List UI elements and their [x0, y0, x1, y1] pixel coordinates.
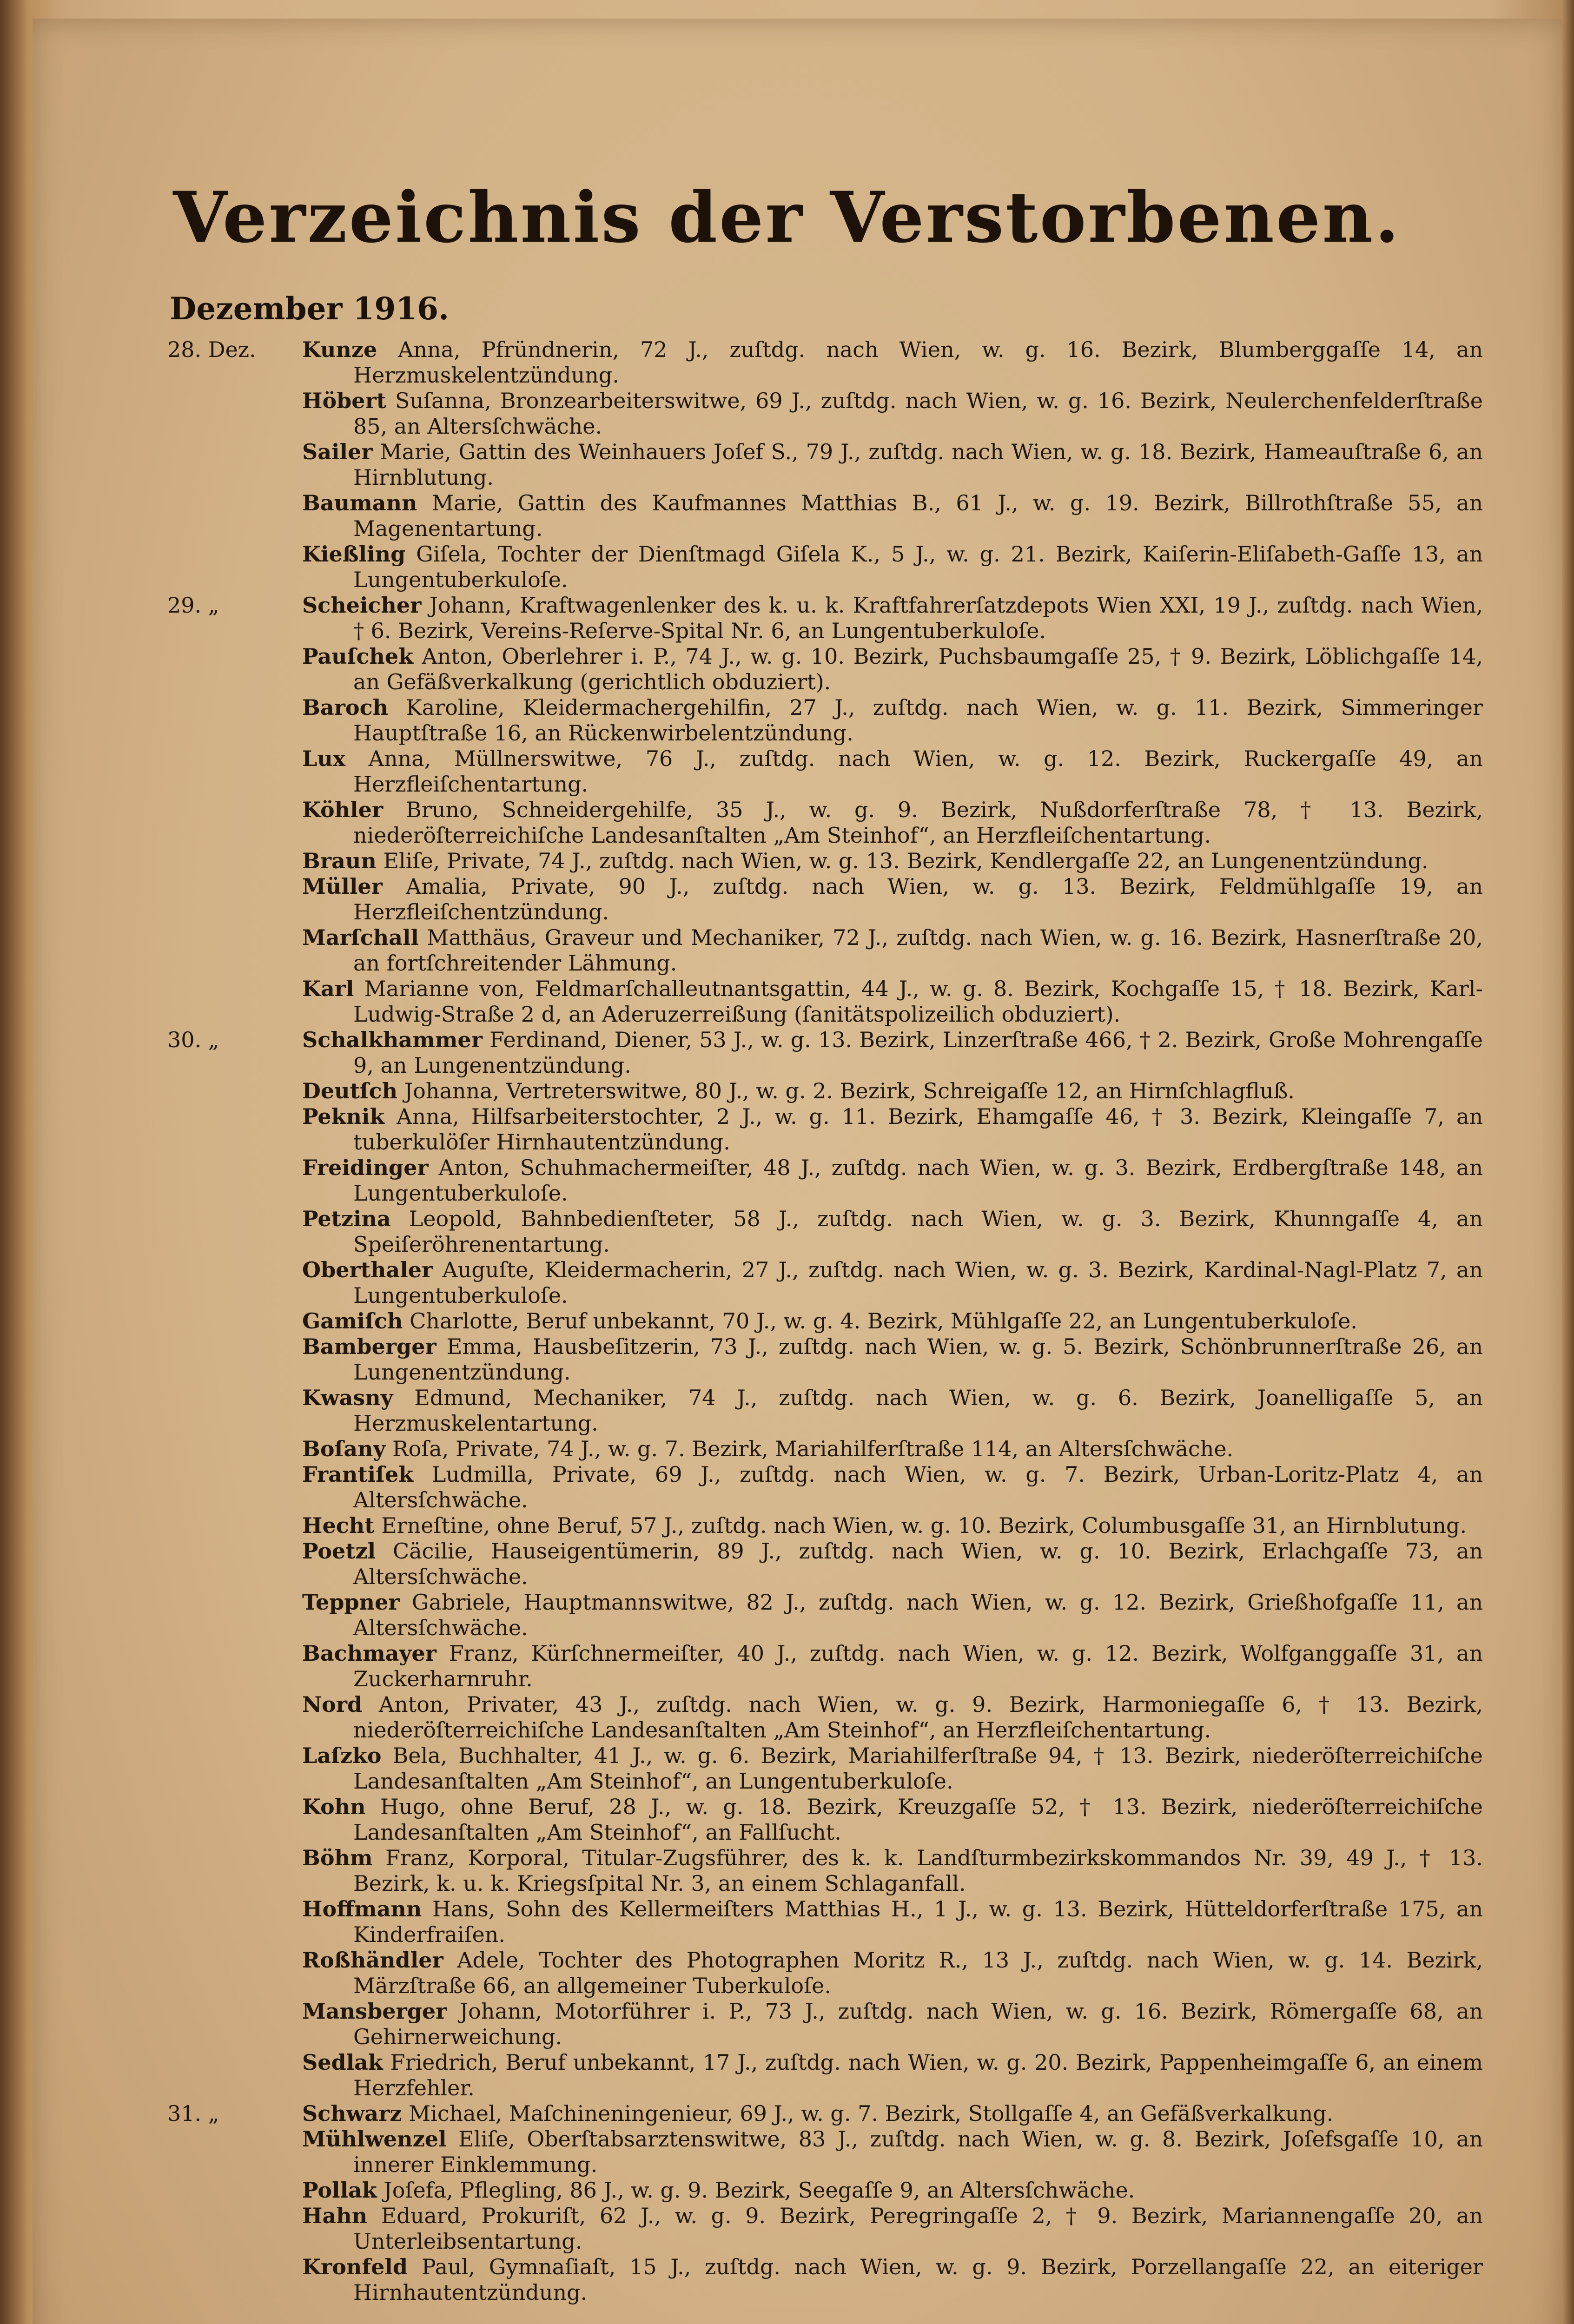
- death-register-list: [0, 337, 1574, 2305]
- entry-details: Johann, Kraftwagenlenker des k. u. k. Kraftfahrerſatzdepots Wien XXI, 19 J., zuſtdg. nach Wien, † 6. Bezirk, Vereins-Reſerve-Spital Nr. 6, an Lungentuberkuloſe.: [353, 593, 1483, 643]
- entry-surname: Hecht: [302, 1513, 375, 1538]
- entry-details: Anton, Oberlehrer i. P., 74 J., w. g. 10. Bezirk, Puchsbaumgaſſe 25, † 9. Bezirk, Löblichgaſſe 14, an Gefäßverkalkung (gerichtlich obduziert).: [353, 644, 1483, 694]
- register-entry: [0, 925, 1574, 976]
- entry-details: Leopold, Bahnbedienſteter, 58 J., zuſtdg. nach Wien, w. g. 3. Bezirk, Khunngaſſe 4, an Speiſeröhrenentartung.: [353, 1206, 1483, 1257]
- register-entry: [0, 1308, 1574, 1334]
- entry-text: [302, 2254, 1483, 2305]
- entry-details: Hans, Sohn des Kellermeiſters Matthias H., 1 J., w. g. 13. Bezirk, Hütteldorferſtraße 175, an Kinderfraiſen.: [353, 1896, 1483, 1947]
- entry-surname: Nord: [302, 1692, 363, 1717]
- entry-text: [302, 925, 1483, 976]
- entry-surname: Schwarz: [302, 2101, 402, 2126]
- entry-details: Erneſtine, ohne Beruf, 57 J., zuſtdg. nach Wien, w. g. 10. Bezirk, Columbusgaſſe 31, an Hirnblutung.: [381, 1513, 1467, 1538]
- register-entry: [0, 1641, 1574, 1692]
- entry-text: [302, 1436, 1483, 1462]
- entry-details: Matthäus, Graveur und Mechaniker, 72 J., zuſtdg. nach Wien, w. g. 16. Bezirk, Hasnerſtraße 20, an fortſchreitender Lähmung.: [353, 925, 1483, 976]
- register-entry: [0, 2050, 1574, 2101]
- entry-surname: Bamberger: [302, 1334, 436, 1359]
- entry-surname: Hahn: [302, 2203, 368, 2228]
- register-entry: [0, 1794, 1574, 1845]
- entry-text: [302, 1948, 1483, 1999]
- page-title: Verzeichnis der Verstorbenen.: [173, 177, 1401, 258]
- entry-surname: Petzina: [302, 1206, 391, 1231]
- entry-details: Edmund, Mechaniker, 74 J., zuſtdg. nach Wien, w. g. 6. Bezirk, Joanelligaſſe 5, an Herzmuskelentartung.: [353, 1385, 1483, 1436]
- entry-text: [302, 1104, 1483, 1155]
- entry-text: [302, 1794, 1483, 1845]
- register-entry: [0, 1334, 1574, 1385]
- entry-details: Franz, Kürſchnermeiſter, 40 J., zuſtdg. nach Wien, w. g. 12. Bezirk, Wolfganggaſſe 31, an Zuckerharnruhr.: [353, 1641, 1483, 1691]
- entry-date: 29. „: [167, 593, 219, 618]
- register-entry: [0, 695, 1574, 746]
- entry-surname: Deutſch: [302, 1078, 398, 1103]
- entry-details: Roſa, Private, 74 J., w. g. 7. Bezirk, Mariahilferſtraße 114, an Altersſchwäche.: [392, 1436, 1234, 1461]
- entry-text: [302, 2101, 1483, 2126]
- entry-text: [302, 1462, 1483, 1513]
- register-entry: [0, 1027, 1574, 1078]
- entry-surname: Pollak: [302, 2178, 377, 2203]
- entry-surname: Oberthaler: [302, 1257, 433, 1282]
- entry-details: Auguſte, Kleidermacherin, 27 J., zuſtdg. nach Wien, w. g. 3. Bezirk, Kardinal-Nagl-Platz 7, an Lungentuberkuloſe.: [353, 1257, 1483, 1308]
- entry-details: Marie, Gattin des Weinhauers Joſef S., 79 J., zuſtdg. nach Wien, w. g. 18. Bezirk, Hameauſtraße 6, an Hirnblutung.: [353, 439, 1483, 490]
- entry-details: Johanna, Vertreterswitwe, 80 J., w. g. 2. Bezirk, Schreigaſſe 12, an Hirnſchlagfluß.: [404, 1078, 1295, 1103]
- register-entry: [0, 1590, 1574, 1641]
- entry-surname: Baroch: [302, 695, 389, 720]
- register-entry: [0, 593, 1574, 644]
- entry-details: Ludmilla, Private, 69 J., zuſtdg. nach Wien, w. g. 7. Bezirk, Urban-Loritz-Platz 4, an Altersſchwäche.: [353, 1462, 1483, 1512]
- register-entry: [0, 1155, 1574, 1206]
- register-entry: [0, 2126, 1574, 2178]
- entry-surname: Roßhändler: [302, 1948, 443, 1973]
- entry-text: [302, 490, 1483, 541]
- entry-surname: Mansberger: [302, 1999, 447, 2024]
- entry-text: [302, 2050, 1483, 2101]
- register-entry: [0, 848, 1574, 874]
- entry-text: [302, 1334, 1483, 1385]
- entry-surname: Hoffmann: [302, 1896, 422, 1921]
- entry-text: [302, 1641, 1483, 1692]
- entry-details: Giſela, Tochter der Dienſtmagd Giſela K., 5 J., w. g. 21. Bezirk, Kaiſerin-Eliſabeth-Gaſſe 13, an Lungentuberkuloſe.: [353, 541, 1483, 592]
- register-entry: [0, 1078, 1574, 1104]
- entry-surname: Pauſchek: [302, 644, 413, 669]
- entry-text: [302, 1538, 1483, 1590]
- entry-surname: Braun: [302, 848, 377, 873]
- entry-text: [302, 1206, 1483, 1257]
- entry-details: Charlotte, Beruf unbekannt, 70 J., w. g. 4. Bezirk, Mühlgaſſe 22, an Lungentuberkuloſe.: [410, 1308, 1357, 1334]
- entry-text: [302, 1385, 1483, 1436]
- register-entry: [0, 490, 1574, 541]
- entry-text: [302, 797, 1483, 848]
- register-entry: [0, 976, 1574, 1027]
- entry-details: Gabriele, Hauptmannswitwe, 82 J., zuſtdg. nach Wien, w. g. 12. Bezirk, Grießhofgaſſe 11, an Altersſchwäche.: [353, 1590, 1483, 1640]
- entry-surname: Müller: [302, 874, 383, 899]
- entry-surname: Lux: [302, 746, 346, 771]
- entry-details: Anton, Schuhmachermeiſter, 48 J., zuſtdg. nach Wien, w. g. 3. Bezirk, Erdbergſtraße 148, an Lungentuberkuloſe.: [353, 1155, 1483, 1206]
- entry-surname: Marſchall: [302, 925, 419, 950]
- register-entry: [0, 1538, 1574, 1590]
- entry-text: [302, 1590, 1483, 1641]
- entry-surname: Sailer: [302, 439, 373, 464]
- entry-surname: Gamiſch: [302, 1308, 403, 1334]
- entry-details: Adele, Tochter des Photographen Moritz R., 13 J., zuſtdg. nach Wien, w. g. 14. Bezirk, Märzſtraße 66, an allgemeiner Tuberkuloſe.: [353, 1948, 1483, 1998]
- entry-text: [302, 541, 1483, 593]
- register-entry: [0, 1896, 1574, 1948]
- entry-details: Johann, Motorführer i. P., 73 J., zuſtdg. nach Wien, w. g. 16. Bezirk, Römergaſſe 68, an Gehirnerweichung.: [353, 1999, 1483, 2049]
- entry-details: Bruno, Schneidergehilfe, 35 J., w. g. 9. Bezirk, Nußdorferſtraße 78, † 13. Bezirk, niederöſterreichiſche Landesanſtalten „Am Steinhof“, an Herzfleiſchentartung.: [353, 797, 1483, 848]
- entry-surname: Kwasny: [302, 1385, 393, 1410]
- register-entry: [0, 1385, 1574, 1436]
- entry-details: Joſefa, Pflegling, 86 J., w. g. 9. Bezirk, Seegaſſe 9, an Altersſchwäche.: [384, 2178, 1135, 2203]
- entry-text: [302, 695, 1483, 746]
- entry-surname: Kronfeld: [302, 2254, 408, 2279]
- register-entry: [0, 1104, 1574, 1155]
- register-entry: [0, 1257, 1574, 1308]
- entry-text: [302, 388, 1483, 439]
- register-entry: [0, 874, 1574, 925]
- entry-surname: Peknik: [302, 1104, 385, 1129]
- entry-text: [302, 1743, 1483, 1794]
- register-entry: [0, 1948, 1574, 1999]
- register-entry: [0, 2254, 1574, 2305]
- entry-details: Eliſe, Oberſtabsarztenswitwe, 83 J., zuſtdg. nach Wien, w. g. 8. Bezirk, Joſefsgaſſe 10, an innerer Einklemmung.: [353, 2126, 1483, 2177]
- register-entry: [0, 2178, 1574, 2203]
- entry-details: Michael, Maſchineningenieur, 69 J., w. g. 7. Bezirk, Stollgaſſe 4, an Gefäßverkalkung.: [409, 2101, 1334, 2126]
- entry-text: [302, 1692, 1483, 1743]
- entry-text: [302, 644, 1483, 695]
- entry-surname: Teppner: [302, 1590, 400, 1615]
- entry-details: Marianne von, Feldmarſchalleutnantsgattin, 44 J., w. g. 8. Bezirk, Kochgaſſe 15, † 18. Bezirk, Karl-Ludwig-Straße 2 d, an Aderuzerreißung (ſanitätspolizeilich obduziert).: [353, 976, 1483, 1027]
- entry-surname: Scheicher: [302, 593, 422, 618]
- entry-surname: Sedlak: [302, 2050, 383, 2075]
- entry-text: [302, 874, 1483, 925]
- entry-surname: Kunze: [302, 337, 377, 362]
- entry-text: [302, 1155, 1483, 1206]
- entry-surname: Bachmayer: [302, 1641, 436, 1666]
- entry-surname: Böhm: [302, 1845, 373, 1870]
- entry-date: 31. „: [167, 2101, 219, 2126]
- entry-details: Anna, Hilfsarbeiterstochter, 2 J., w. g. 11. Bezirk, Ehamgaſſe 46, † 3. Bezirk, Kleingaſſe 7, an tuberkulöſer Hirnhautentzündung.: [353, 1104, 1483, 1155]
- register-entry: [0, 1999, 1574, 2050]
- register-entry: [0, 439, 1574, 490]
- entry-date: 30. „: [167, 1027, 219, 1052]
- entry-details: Paul, Gymnaſiaſt, 15 J., zuſtdg. nach Wien, w. g. 9. Bezirk, Porzellangaſſe 22, an eiteriger Hirnhautentzündung.: [353, 2254, 1483, 2305]
- entry-details: Emma, Hausbeſitzerin, 73 J., zuſtdg. nach Wien, w. g. 5. Bezirk, Schönbrunnerſtraße 26, an Lungenentzündung.: [353, 1334, 1483, 1385]
- entry-text: [302, 1257, 1483, 1308]
- register-entry: [0, 746, 1574, 797]
- register-entry: [0, 1743, 1574, 1794]
- entry-text: [302, 848, 1483, 874]
- entry-date: 28. Dez.: [167, 337, 256, 362]
- entry-surname: Boſany: [302, 1436, 386, 1461]
- entry-text: [302, 439, 1483, 490]
- entry-surname: Schalkhammer: [302, 1027, 483, 1052]
- entry-text: [302, 337, 1483, 388]
- register-entry: [0, 797, 1574, 848]
- entry-surname: Baumann: [302, 490, 417, 515]
- register-entry: [0, 644, 1574, 695]
- register-entry: [0, 337, 1574, 388]
- entry-details: Friedrich, Beruf unbekannt, 17 J., zuſtdg. nach Wien, w. g. 20. Bezirk, Pappenheimgaſſe 6, an einem Herzfehler.: [353, 2050, 1483, 2100]
- entry-surname: Poetzl: [302, 1538, 376, 1564]
- entry-text: [302, 1896, 1483, 1948]
- register-entry: [0, 1436, 1574, 1462]
- entry-details: Bela, Buchhalter, 41 J., w. g. 6. Bezirk, Mariahilferſtraße 94, † 13. Bezirk, niederöſterreichiſche Landesanſtalten „Am Steinhof“, an Lungentuberkuloſe.: [353, 1743, 1483, 1794]
- entry-text: [302, 1308, 1483, 1334]
- register-entry: [0, 2101, 1574, 2126]
- entry-details: Marie, Gattin des Kaufmannes Matthias B., 61 J., w. g. 19. Bezirk, Billrothſtraße 55, an Magenentartung.: [353, 490, 1483, 541]
- entry-surname: Laſzko: [302, 1743, 382, 1768]
- entry-details: Eliſe, Private, 74 J., zuſtdg. nach Wien, w. g. 13. Bezirk, Kendlergaſſe 22, an Lungenentzündung.: [383, 848, 1429, 873]
- entry-surname: Kießling: [302, 541, 406, 567]
- entry-details: Hugo, ohne Beruf, 28 J., w. g. 18. Bezirk, Kreuzgaſſe 52, † 13. Bezirk, niederöſterreichiſche Landesanſtalten „Am Steinhof“, an Fallſucht.: [353, 1794, 1483, 1845]
- entry-surname: Frantiſek: [302, 1462, 413, 1487]
- entry-details: Anna, Pfründnerin, 72 J., zuſtdg. nach Wien, w. g. 16. Bezirk, Blumberggaſſe 14, an Herzmuskelentzündung.: [353, 337, 1483, 388]
- entry-details: Eduard, Prokuriſt, 62 J., w. g. 9. Bezirk, Peregringaſſe 2, † 9. Bezirk, Mariannengaſſe 20, an Unterleibsentartung.: [353, 2203, 1483, 2254]
- entry-text: [302, 2203, 1483, 2254]
- entry-details: Franz, Korporal, Titular-Zugsführer, des k. k. Landſturmbezirkskommandos Nr. 39, 49 J., † 13. Bezirk, k. u. k. Kriegsſpital Nr. 3, an einem Schlaganfall.: [353, 1845, 1483, 1896]
- register-entry: [0, 1513, 1574, 1538]
- register-entry: [0, 1692, 1574, 1743]
- entry-text: [302, 1845, 1483, 1896]
- register-entry: [0, 1206, 1574, 1257]
- entry-surname: Höbert: [302, 388, 387, 413]
- register-entry: [0, 1462, 1574, 1513]
- entry-text: [302, 2126, 1483, 2178]
- entry-surname: Freidinger: [302, 1155, 429, 1180]
- register-entry: [0, 388, 1574, 439]
- register-entry: [0, 2203, 1574, 2254]
- entry-text: [302, 2178, 1483, 2203]
- entry-surname: Köhler: [302, 797, 384, 822]
- entry-text: [302, 593, 1483, 644]
- entry-details: Cäcilie, Hauseigentümerin, 89 J., zuſtdg. nach Wien, w. g. 10. Bezirk, Erlachgaſſe 73, an Altersſchwäche.: [353, 1538, 1483, 1589]
- entry-details: Anna, Müllnerswitwe, 76 J., zuſtdg. nach Wien, w. g. 12. Bezirk, Ruckergaſſe 49, an Herzfleiſchentartung.: [353, 746, 1483, 797]
- entry-details: Karoline, Kleidermachergehilfin, 27 J., zuſtdg. nach Wien, w. g. 11. Bezirk, Simmeringer Hauptſtraße 16, an Rückenwirbelentzündung.: [353, 695, 1483, 746]
- register-entry: [0, 541, 1574, 593]
- entry-surname: Kohn: [302, 1794, 366, 1819]
- section-heading: Dezember 1916.: [170, 290, 450, 327]
- entry-details: Ferdinand, Diener, 53 J., w. g. 13. Bezirk, Linzerſtraße 466, † 2. Bezirk, Große Mohrengaſſe 9, an Lungenentzündung.: [353, 1027, 1483, 1078]
- entry-text: [302, 1027, 1483, 1078]
- entry-details: Amalia, Private, 90 J., zuſtdg. nach Wien, w. g. 13. Bezirk, Feldmühlgaſſe 19, an Herzfleiſchentzündung.: [353, 874, 1483, 924]
- entry-text: [302, 1999, 1483, 2050]
- entry-details: Suſanna, Bronzearbeiterswitwe, 69 J., zuſtdg. nach Wien, w. g. 16. Bezirk, Neulerchenfelderſtraße 85, an Altersſchwäche.: [353, 388, 1483, 439]
- entry-text: [302, 976, 1483, 1027]
- entry-text: [302, 1513, 1483, 1538]
- entry-text: [302, 746, 1483, 797]
- entry-surname: Karl: [302, 976, 354, 1001]
- entry-details: Anton, Privater, 43 J., zuſtdg. nach Wien, w. g. 9. Bezirk, Harmoniegaſſe 6, † 13. Bezirk, niederöſterreichiſche Landesanſtalten „Am Steinhof“, an Herzfleiſchentartung.: [353, 1692, 1483, 1743]
- entry-surname: Mühlwenzel: [302, 2126, 447, 2152]
- entry-text: [302, 1078, 1483, 1104]
- register-entry: [0, 1845, 1574, 1896]
